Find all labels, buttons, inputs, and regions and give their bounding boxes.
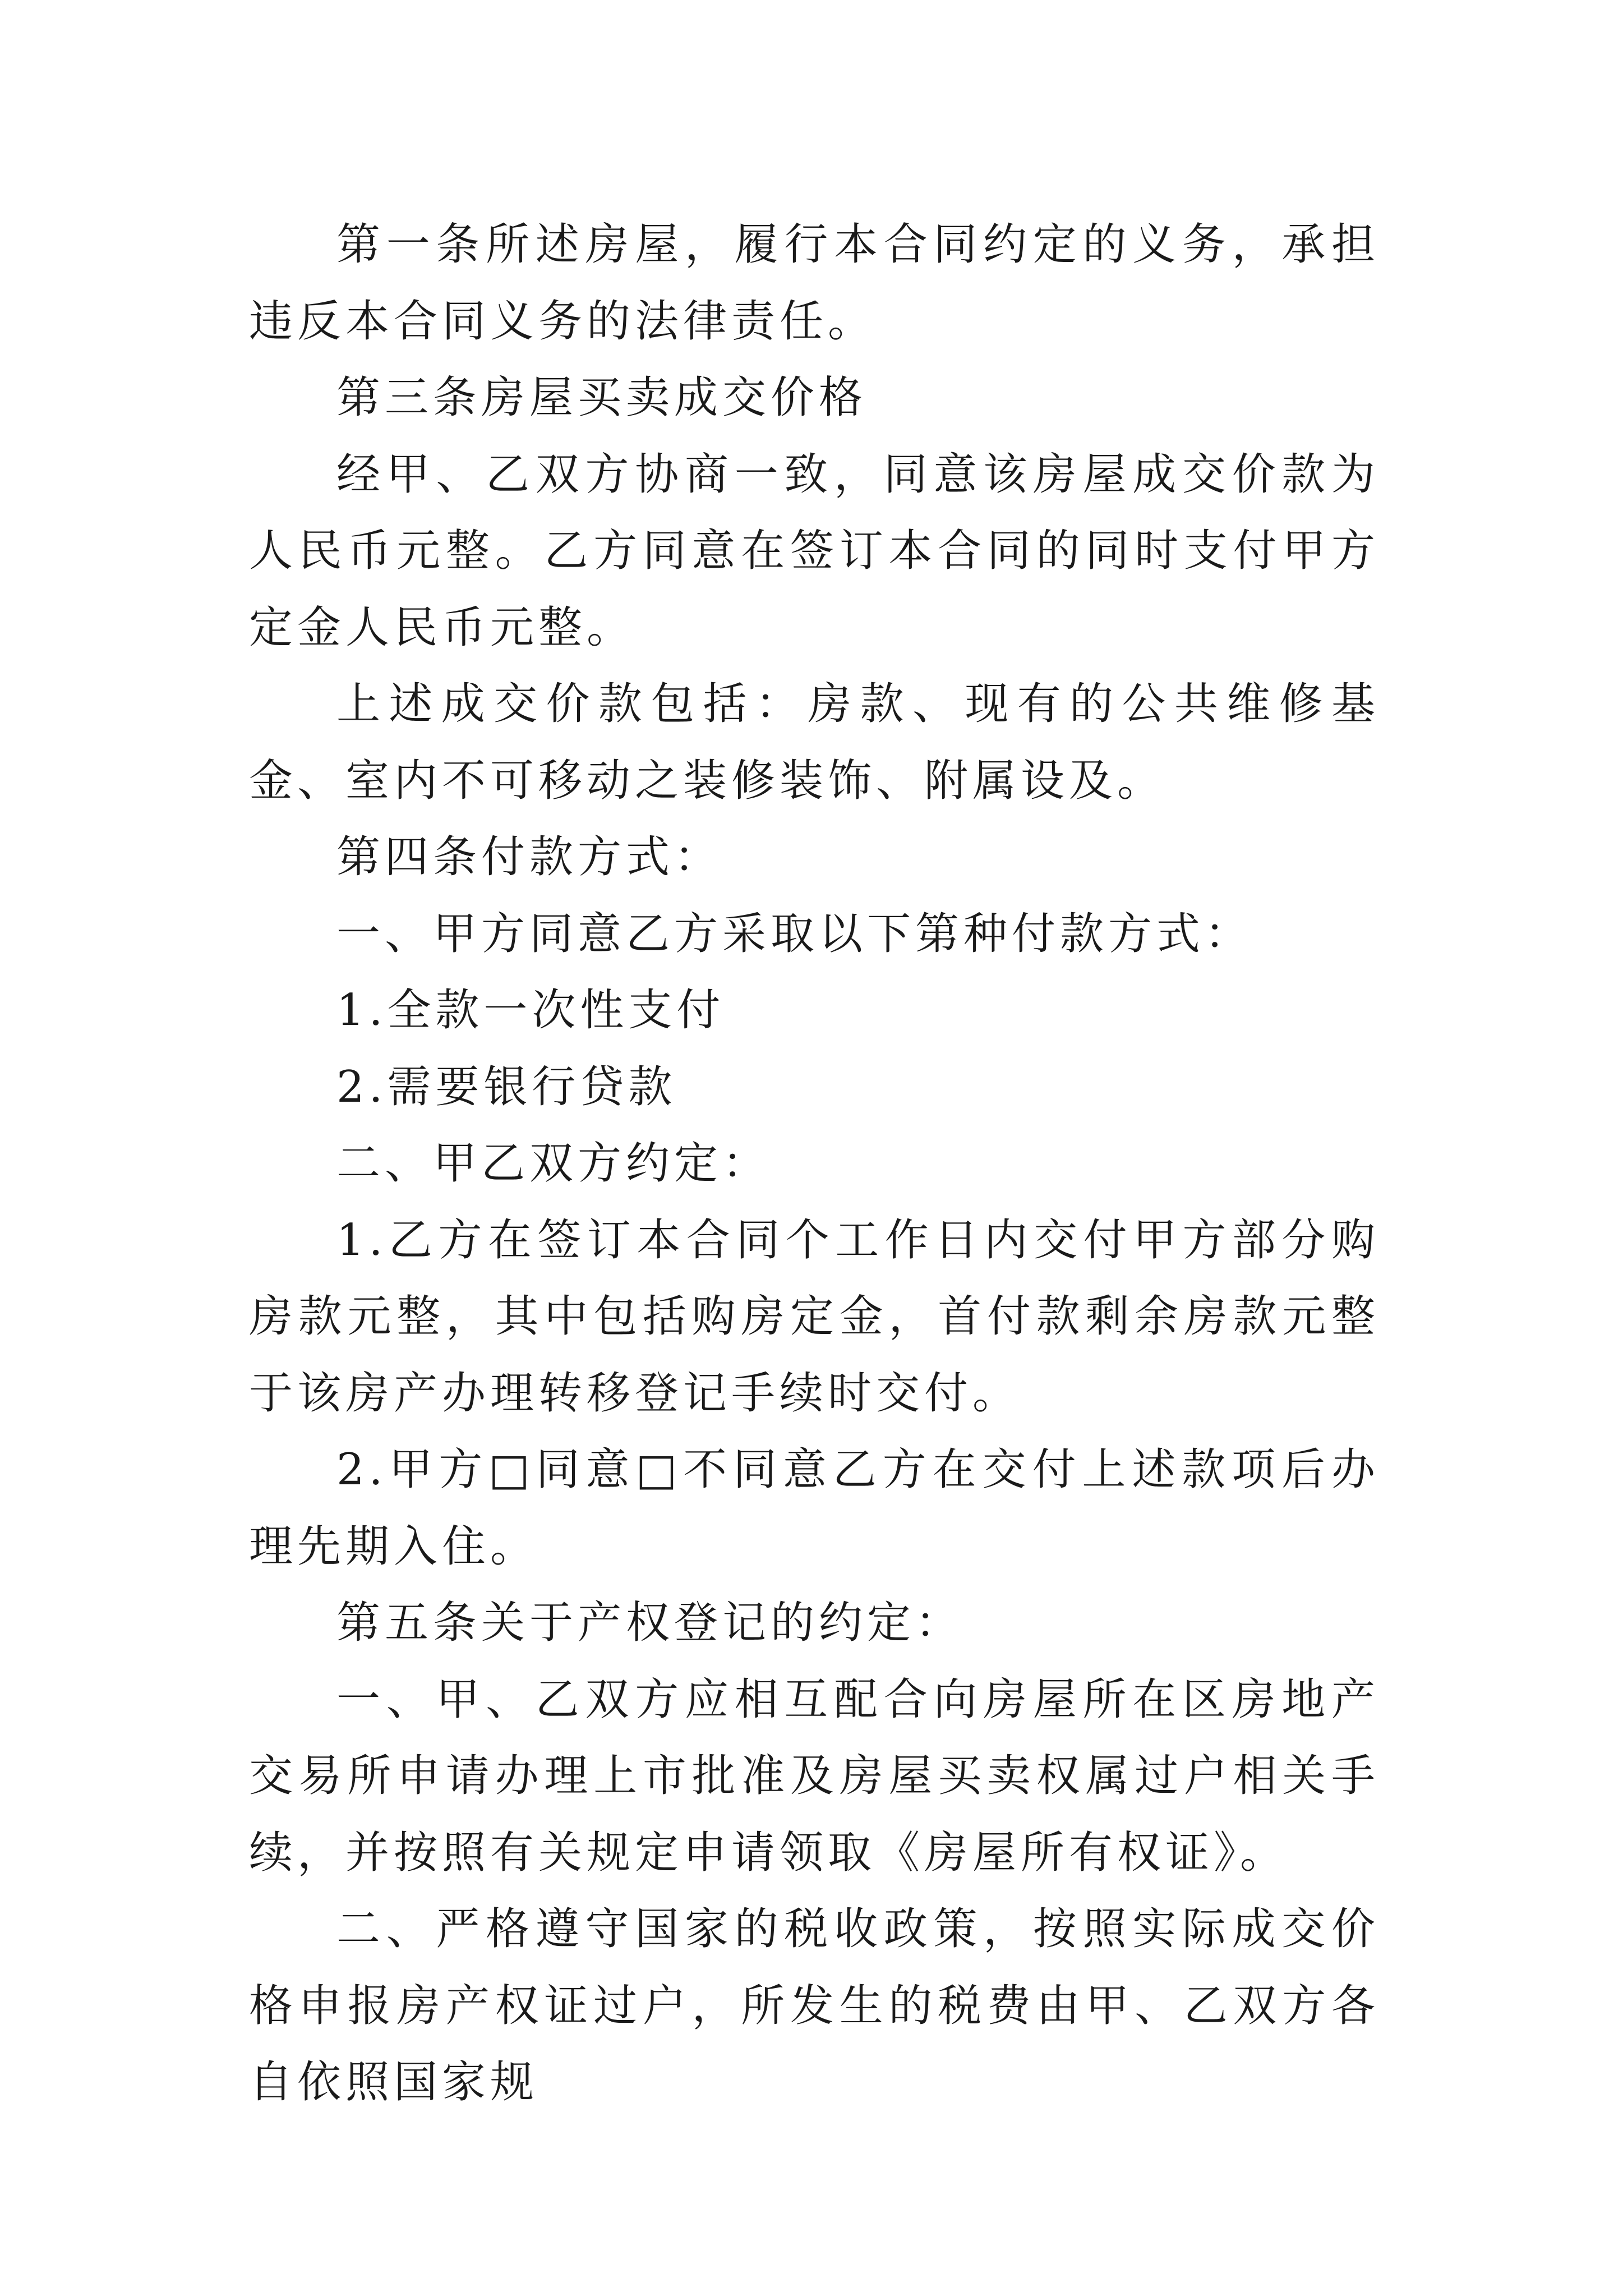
paragraph: 第一条所述房屋，履行本合同约定的义务，承担违反本合同义务的法律责任。 (249, 219, 1380, 347)
list-item: 1.全款一次性支付 (336, 985, 725, 1036)
document-body (249, 206, 1380, 2121)
paragraph: 二、甲乙双方约定： (336, 1138, 771, 1189)
paragraph: 上述成交价款包括：房款、现有的公共维修基金、室内不可移动之装修装饰、附属设及。 (249, 679, 1380, 806)
paragraph: 一、甲、乙双方应相互配合向房屋所在区房地产交易所申请办理上市批准及房屋买卖权属过户相关手续，并按照有关规定申请领取《房屋所有权证》。 (249, 1674, 1380, 1878)
paragraph: 二、严格遵守国家的税收政策，按照实际成交价格申报房产权证过户，所发生的税费由甲、乙双方各自依照国家规 (249, 1904, 1380, 2108)
list-item: 2.需要银行贷款 (336, 1061, 677, 1112)
section-heading: 第四条付款方式： (336, 832, 723, 882)
list-item: 2.甲方□同意□不同意乙方在交付上述款项后办理先期入住。 (249, 1444, 1380, 1572)
paragraph: 经甲、乙双方协商一致，同意该房屋成交价款为人民币元整。乙方同意在签订本合同的同时支付甲方定金人民币元整。 (249, 449, 1380, 653)
paragraph: 一、甲方同意乙方采取以下第种付款方式： (336, 908, 1253, 959)
section-heading: 第三条房屋买卖成交价格 (336, 372, 868, 423)
list-item: 1.乙方在签订本合同个工作日内交付甲方部分购房款元整，其中包括购房定金，首付款剩余房款元整于该房产办理转移登记手续时交付。 (249, 1214, 1380, 1419)
section-heading: 第五条关于产权登记的约定： (336, 1598, 964, 1648)
